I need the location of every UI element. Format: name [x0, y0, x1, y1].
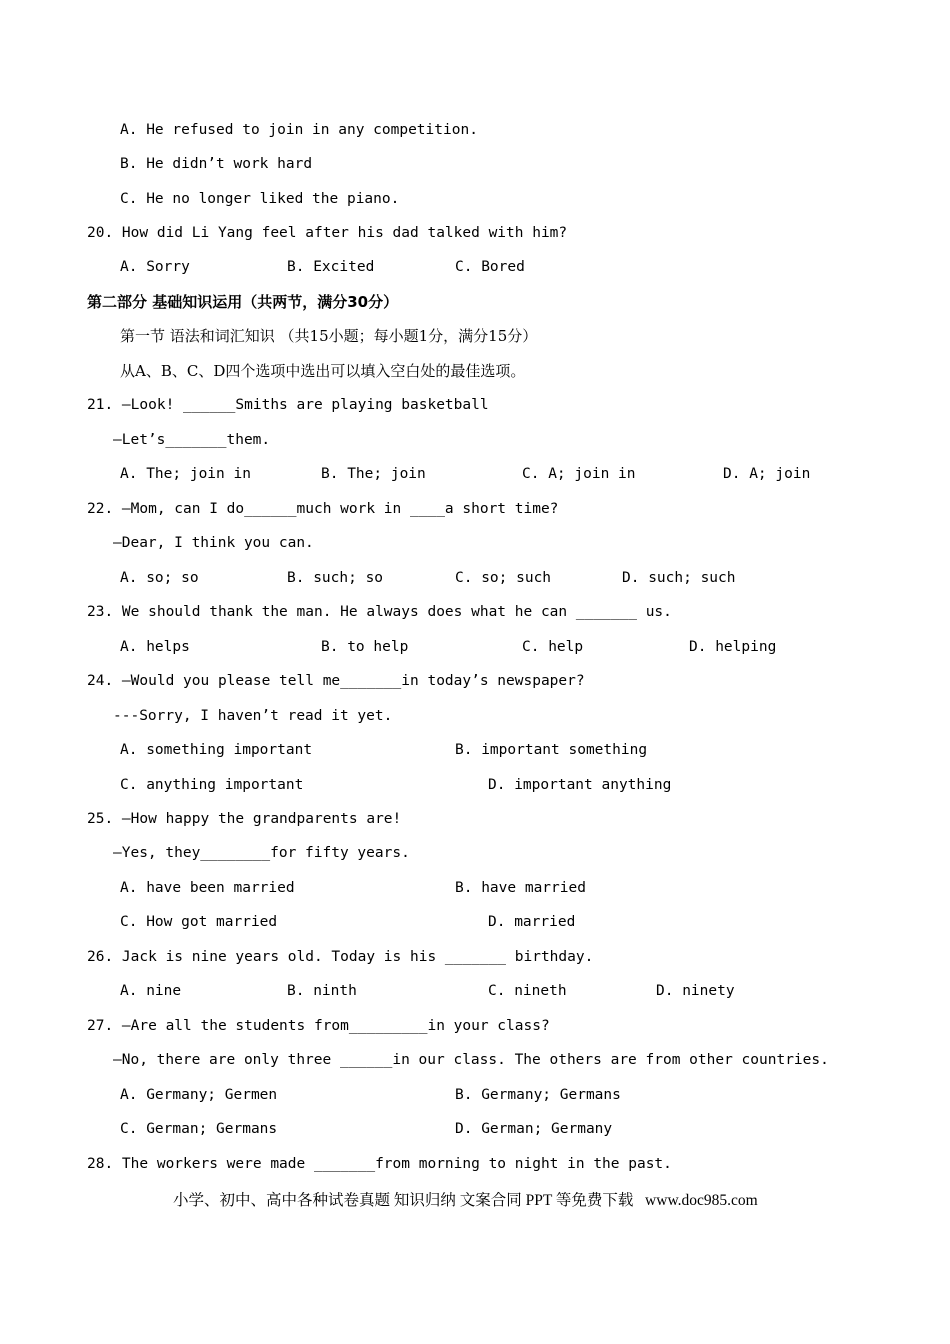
option-c: C. help — [522, 639, 584, 655]
instructions: 从A、B、C、D四个选项中选出可以填入空白处的最佳选项。 — [120, 362, 526, 380]
question-22-reply: —Dear, I think you can. — [113, 535, 314, 551]
option-c: C. Bored — [455, 259, 525, 275]
option-a: A. Sorry — [120, 259, 190, 275]
section-heading: 第一节 语法和词汇知识 （共15小题；每小题1分，满分15分） — [120, 327, 538, 345]
question-25-reply: —Yes, they________for fifty years. — [113, 845, 410, 861]
option-b: B. such; so — [287, 570, 384, 586]
option-b: B. ninth — [287, 983, 357, 999]
option-b: B. Germany; Germans — [455, 1087, 621, 1103]
question-27-reply: —No, there are only three ______in our class. The others are from other countries. — [113, 1052, 829, 1068]
option-b: B. have married — [455, 880, 586, 896]
part-heading: 第二部分 基础知识运用（共两节，满分30分） — [87, 293, 399, 311]
option-b: B. important something — [455, 742, 648, 758]
option-d: D. helping — [689, 639, 777, 655]
option-line: A. He refused to join in any competition. — [120, 122, 478, 138]
question-25: 25. —How happy the grandparents are! — [87, 811, 402, 827]
option-d: D. married — [488, 914, 576, 930]
option-a: A. something important — [120, 742, 313, 758]
option-a: A. The; join in — [120, 466, 251, 482]
option-b: B. The; join — [321, 466, 426, 482]
option-a: A. helps — [120, 639, 190, 655]
option-d: D. German; Germany — [455, 1121, 613, 1137]
option-line: B. He didn’t work hard — [120, 156, 313, 172]
option-b: B. to help — [321, 639, 409, 655]
question-21: 21. —Look! ______Smiths are playing basketball — [87, 397, 489, 413]
option-c: C. A; join in — [522, 466, 636, 482]
question-23: 23. We should thank the man. He always does what he can _______ us. — [87, 604, 672, 620]
option-d: D. A; join — [723, 466, 811, 482]
option-c: C. German; Germans — [120, 1121, 278, 1137]
option-d: D. ninety — [656, 983, 735, 999]
question-28: 28. The workers were made _______from morning to night in the past. — [87, 1156, 672, 1172]
option-a: A. Germany; Germen — [120, 1087, 278, 1103]
question-24-reply: ---Sorry, I haven’t read it yet. — [113, 708, 393, 724]
option-line: C. He no longer liked the piano. — [120, 191, 400, 207]
option-c: C. anything important — [120, 777, 304, 793]
option-b: B. Excited — [287, 259, 375, 275]
question-24: 24. —Would you please tell me_______in today’s newspaper? — [87, 673, 585, 689]
option-c: C. How got married — [120, 914, 278, 930]
option-d: D. such; such — [622, 570, 736, 586]
question-20: 20. How did Li Yang feel after his dad talked with him? — [87, 225, 568, 241]
option-c: C. nineth — [488, 983, 567, 999]
question-22: 22. —Mom, can I do______much work in ____a short time? — [87, 501, 559, 517]
option-c: C. so; such — [455, 570, 552, 586]
option-a: A. have been married — [120, 880, 295, 896]
page-footer: 小学、初中、高中各种试卷真题 知识归纳 文案合同 PPT 等免费下载 www.doc985.com — [173, 1192, 758, 1209]
option-d: D. important anything — [488, 777, 672, 793]
question-21-reply: —Let’s_______them. — [113, 432, 271, 448]
option-a: A. nine — [120, 983, 182, 999]
option-a: A. so; so — [120, 570, 199, 586]
question-27: 27. —Are all the students from_________in your class? — [87, 1018, 550, 1034]
question-26: 26. Jack is nine years old. Today is his _______ birthday. — [87, 949, 594, 965]
